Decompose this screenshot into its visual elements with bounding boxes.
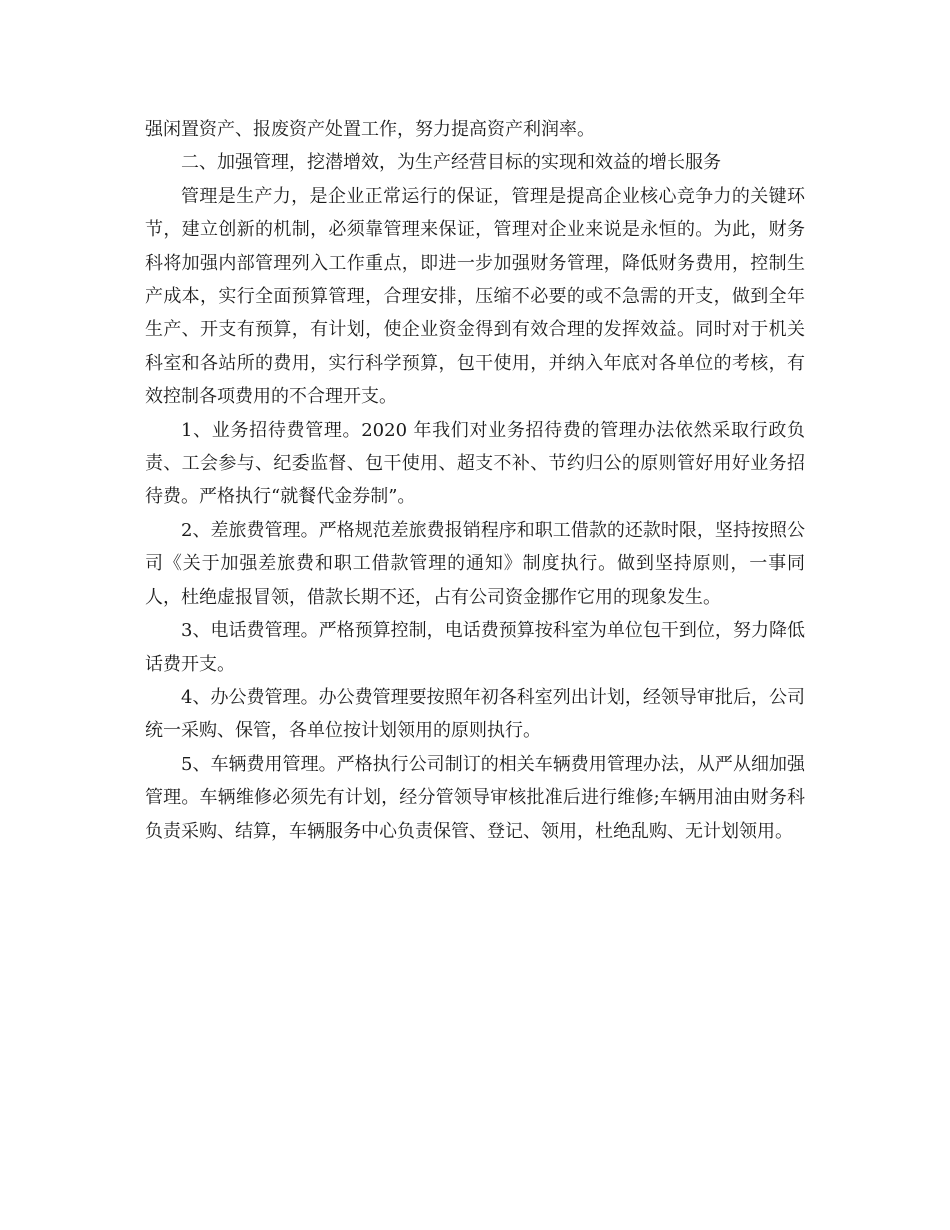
list-item-hospitality-expense: 1、业务招待费管理。2020 年我们对业务招待费的管理办法依然采取行政负责、工会参与、纪委监督、包干使用、超支不补、节约归公的原则管好用好业务招待费。严格执行“就餐代金券制”。 — [145, 419, 805, 508]
paragraph-continuation: 强闲置资产、报废资产处置工作，努力提高资产利润率。 — [145, 119, 595, 140]
paragraph-management-overview: 管理是生产力，是企业正常运行的保证，管理是提高企业核心竞争力的关键环节，建立创新的机制，必须靠管理来保证，管理对企业来说是永恒的。为此，财务科将加强内部管理列入工作重点，即进一步加强财务管理，降低财务费用，控制生产成本，实行全面预算管理，合理安排，压缩不必要的或不急需的开支，做到全年生产、开支有预算，有计划，使企业资金得到有效合理的发挥效益。同时对于机关科室和各站所的费用，实行科学预算，包干使用，并纳入年底对各单位的考核，有效控制各项费用的不合理开支。 — [145, 185, 805, 408]
list-item-travel-expense: 2、差旅费管理。严格规范差旅费报销程序和职工借款的还款时限，坚持按照公司《关于加强差旅费和职工借款管理的通知》制度执行。做到坚持原则，一事同人，杜绝虚报冒领，借款长期不还，占有公司资金挪作它用的现象发生。 — [145, 519, 805, 608]
list-item-telephone-expense: 3、电话费管理。严格预算控制，电话费预算按科室为单位包干到位，努力降低话费开支。 — [145, 620, 805, 675]
list-item-vehicle-expense: 5、车辆费用管理。严格执行公司制订的相关车辆费用管理办法，从严从细加强管理。车辆维修必须先有计划，经分管领导审核批准后进行维修;车辆用油由财务科负责采购、结算，车辆服务中心负责保管、登记、领用，杜绝乱购、无计划领用。 — [145, 753, 805, 842]
document-page — [145, 113, 805, 848]
list-item-office-expense: 4、办公费管理。办公费管理要按照年初各科室列出计划，经领导审批后，公司统一采购、保管，各单位按计划领用的原则执行。 — [145, 686, 805, 742]
section-heading: 二、加强管理，挖潜增效，为生产经营目标的实现和效益的增长服务 — [181, 152, 721, 174]
